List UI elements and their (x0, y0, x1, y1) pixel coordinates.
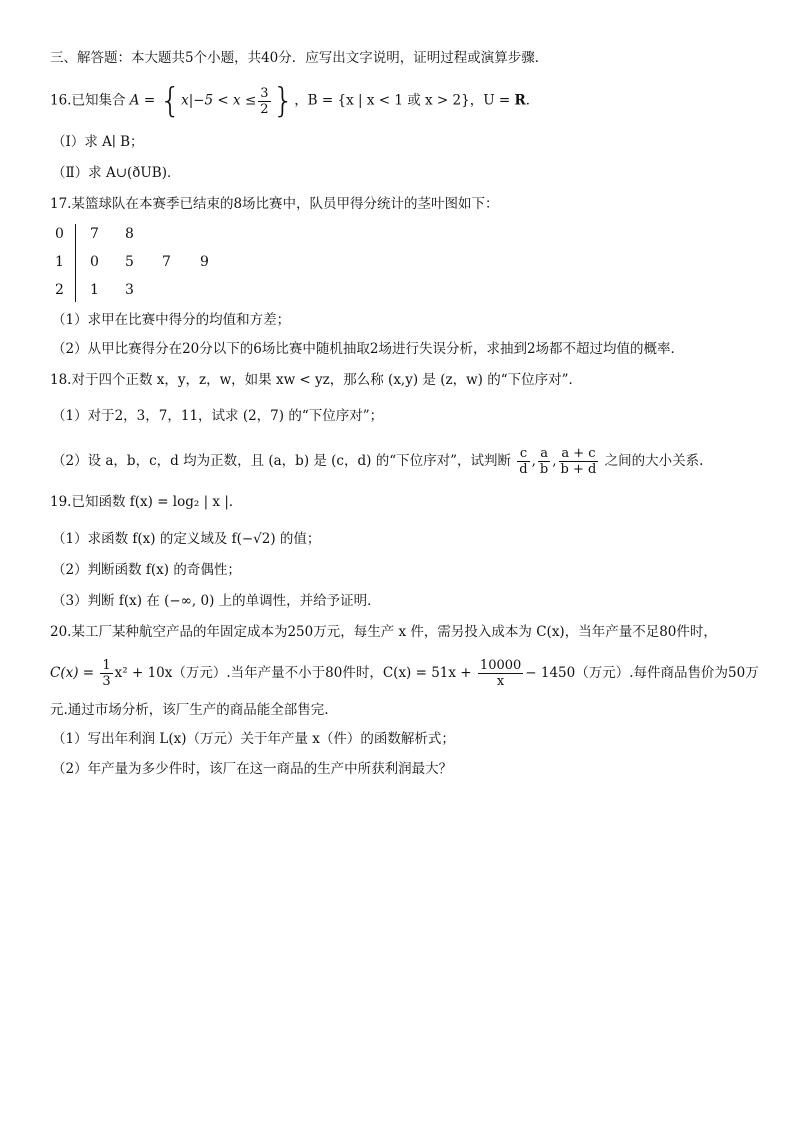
leaf-2-0: 1 (90, 282, 99, 298)
section-heading: 三、解答题：本大题共5个小题，共40分．应写出文字说明，证明过程或演算步骤． (50, 50, 549, 66)
q20-tail: − 1450（万元）.每件商品售价为50万 (525, 665, 759, 681)
q16-frac-den: 2 (260, 101, 269, 117)
question-19-part2: （2）判断函数 f(x) 的奇偶性； (52, 562, 241, 578)
question-17-stem: 17.某篮球队在本赛季已结束的8场比赛中，队员甲得分统计的茎叶图如下： (50, 196, 499, 212)
q18-frac-c-d (517, 446, 529, 477)
stem-1: 1 (55, 254, 64, 270)
leaf-0-1: 8 (125, 226, 134, 242)
q20-f2-num: 10000 (479, 658, 522, 673)
stem-2: 2 (55, 282, 64, 298)
q20-frac-10000 (478, 658, 523, 689)
question-18-part1: （1）对于2，3，7，11，试求 (2，7) 的“下位序对”； (52, 408, 384, 424)
q16-set-a: A (129, 92, 140, 109)
leaf-1-0: 0 (90, 254, 99, 270)
question-17-part1: （1）求甲在比赛中得分的均值和方差； (52, 312, 291, 328)
question-19-part3: （3）判断 f(x) 在 (−∞, 0) 上的单调性，并给予证明． (52, 593, 381, 609)
leaf-1-2: 7 (162, 254, 171, 270)
q18-frac-a-b (538, 446, 550, 477)
question-20-part1: （1）写出年利润 L(x)（万元）关于年产量 x（件）的函数解析式； (52, 731, 455, 747)
q18-f3-den: b + d (560, 462, 597, 477)
q16-fraction (258, 86, 270, 117)
q20-f2-den: x (496, 674, 505, 689)
q18-frac-sum (559, 446, 599, 477)
question-18-stem: 18.对于四个正数 x，y，z，w，如果 xw < yz，那么称 (x,y) 是 (z，w) 的“下位序对”． (50, 372, 582, 388)
question-20-line3: 元.通过市场分析，该厂生产的商品能全部售完. (50, 702, 329, 718)
question-19-stem: 19.已知函数 f(x) = log₂ | x |． (50, 494, 243, 510)
q18-f1-den: d (519, 462, 528, 477)
q18-part2-text: （2）设 a，b，c，d 均为正数，且 (a，b) 是 (c，d) 的“下位序对”，试判断 (52, 453, 511, 469)
right-brace-icon: } (272, 81, 295, 121)
q16-set-b: ，B = {x | x < 1 或 x > 2}，U = (294, 92, 515, 109)
question-17-part2: （2）从甲比赛得分在20分以下的6场比赛中随机抽取2场进行失误分析，求抽到2场都不超过均值的概率． (52, 341, 685, 357)
q18-f3-num: a + c (559, 446, 599, 462)
q16-a-cond: x|−5 < x ≤ (181, 92, 257, 109)
q20-mid: x² + 10x（万元）.当年产量不小于80件时，C(x) = 51x + (114, 665, 472, 681)
q20-f1-den: 3 (102, 674, 111, 689)
stem-0: 0 (55, 226, 64, 242)
q18-f2-den: b (539, 462, 549, 477)
q18-part2-tail: 之间的大小关系. (604, 453, 704, 469)
question-16-part2: （Ⅱ）求 A∪(ðUB)． (52, 165, 181, 181)
question-16-part1: （Ⅰ）求 A∣ B； (52, 134, 144, 150)
q18-f1-num: c (517, 446, 529, 462)
q18-f2-num: a (538, 446, 550, 462)
leaf-0-0: 7 (90, 226, 99, 242)
q20-f1-num: 1 (102, 658, 111, 673)
leaf-1-3: 9 (200, 254, 209, 270)
question-20-line2 (50, 658, 759, 689)
question-20-part2: （2）年产量为多少件时，该厂在这一商品的生产中所获利润最大？ (52, 761, 453, 777)
question-20-line1: 20.某工厂某种航空产品的年固定成本为250万元，每生产 x 件，需另投入成本为 C(x)，当年产量不足80件时， (50, 624, 717, 640)
q16-prefix: 16.已知集合 (50, 92, 126, 109)
q20-cx: C(x) = (50, 665, 95, 681)
leaf-2-1: 3 (125, 282, 134, 298)
question-18-part2: （2）设 a，b，c，d 均为正数，且 (a，b) 是 (c，d) 的“下位序对”，试判断 $\frac{c}{d}$ , $\frac{a}{b}$ , $\frac{a + c}{b + d}$ 之间的大小关系. (52, 446, 704, 477)
question-16-stem: 16.已知集合 A = {x|−5 < x ≤ $\frac{3}{2}$ }，B = {x | x < 1 或 x > 2}，U = R． (50, 81, 540, 121)
question-19-part1: （1）求函数 f(x) 的定义域及 f(−√2) 的值； (52, 531, 321, 547)
q16-universal: R (514, 92, 526, 109)
left-brace-icon: { (159, 81, 182, 121)
leaf-1-1: 5 (125, 254, 134, 270)
q16-frac-num: 3 (260, 85, 269, 101)
q16-eq: = (139, 92, 160, 109)
q20-frac-third (100, 658, 112, 689)
stem-leaf-divider (75, 224, 76, 302)
